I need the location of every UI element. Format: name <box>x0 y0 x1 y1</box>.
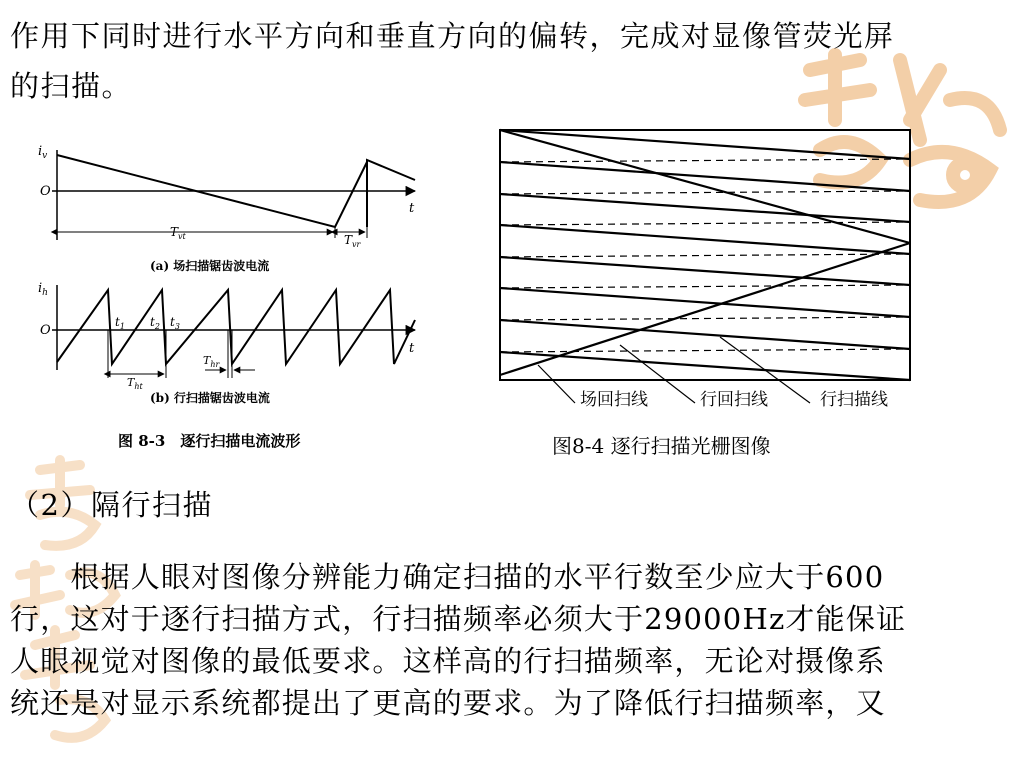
t-label-a: t <box>409 201 415 216</box>
iv-label: $i_v$ <box>38 144 48 161</box>
subcaption-b: (b) 行扫描锯齿波电流 <box>150 391 270 405</box>
t-label-b: t <box>409 341 415 356</box>
line-sawtooth-plot <box>52 285 415 378</box>
body-line-2: 行，这对于逐行扫描方式，行扫描频率必须大于29000Hz才能保证 <box>10 602 907 636</box>
ih-label: $i_h$ <box>38 281 48 298</box>
body-line-3: 人眼视觉对图像的最低要求。这样高的行扫描频率，无论对摄像系 <box>10 644 886 678</box>
section-heading: （2）隔行扫描 <box>10 488 213 522</box>
intro-line-1: 作用下同时进行水平方向和垂直方向的偏转，完成对显像管荧光屏 <box>10 19 895 53</box>
label-line-scan: 行扫描线 <box>820 390 888 410</box>
tvt-label: $T_{vt}$ <box>170 225 186 241</box>
t2-label: $t_2$ <box>150 315 160 331</box>
t3-label: $t_3$ <box>170 315 180 331</box>
origin-label-b: O <box>40 323 51 338</box>
origin-label-a: O <box>40 184 51 199</box>
body-paragraph <box>10 556 1010 724</box>
figure-8-4-raster <box>490 125 920 455</box>
tvr-label: $T_{vr}$ <box>344 233 361 249</box>
body-line-1: 根据人眼对图像分辨能力确定扫描的水平行数至少应大于600 <box>10 560 885 594</box>
t1-label: $t_1$ <box>115 315 125 331</box>
field-sawtooth-plot <box>52 150 415 240</box>
subcaption-a: (a) 场扫描锯齿波电流 <box>150 259 270 273</box>
thr-label: $T_{hr}$ <box>203 354 220 369</box>
intro-line-2: 的扫描。 <box>10 69 133 103</box>
figure-8-4-caption: 图8-4 逐行扫描光栅图像 <box>552 434 771 458</box>
line-sawtooth-wave <box>57 290 415 364</box>
label-field-return: 场回扫线 <box>580 390 648 410</box>
tht-label: $T_{ht}$ <box>127 376 143 391</box>
figure-8-3-caption: 图 8-3 逐行扫描电流波形 <box>118 432 301 450</box>
label-line-return: 行回扫线 <box>700 390 768 410</box>
figure-8-3-waveforms <box>30 140 430 420</box>
body-line-4: 统还是对显示系统都提出了更高的要求。为了降低行扫描频率，又 <box>10 686 886 720</box>
